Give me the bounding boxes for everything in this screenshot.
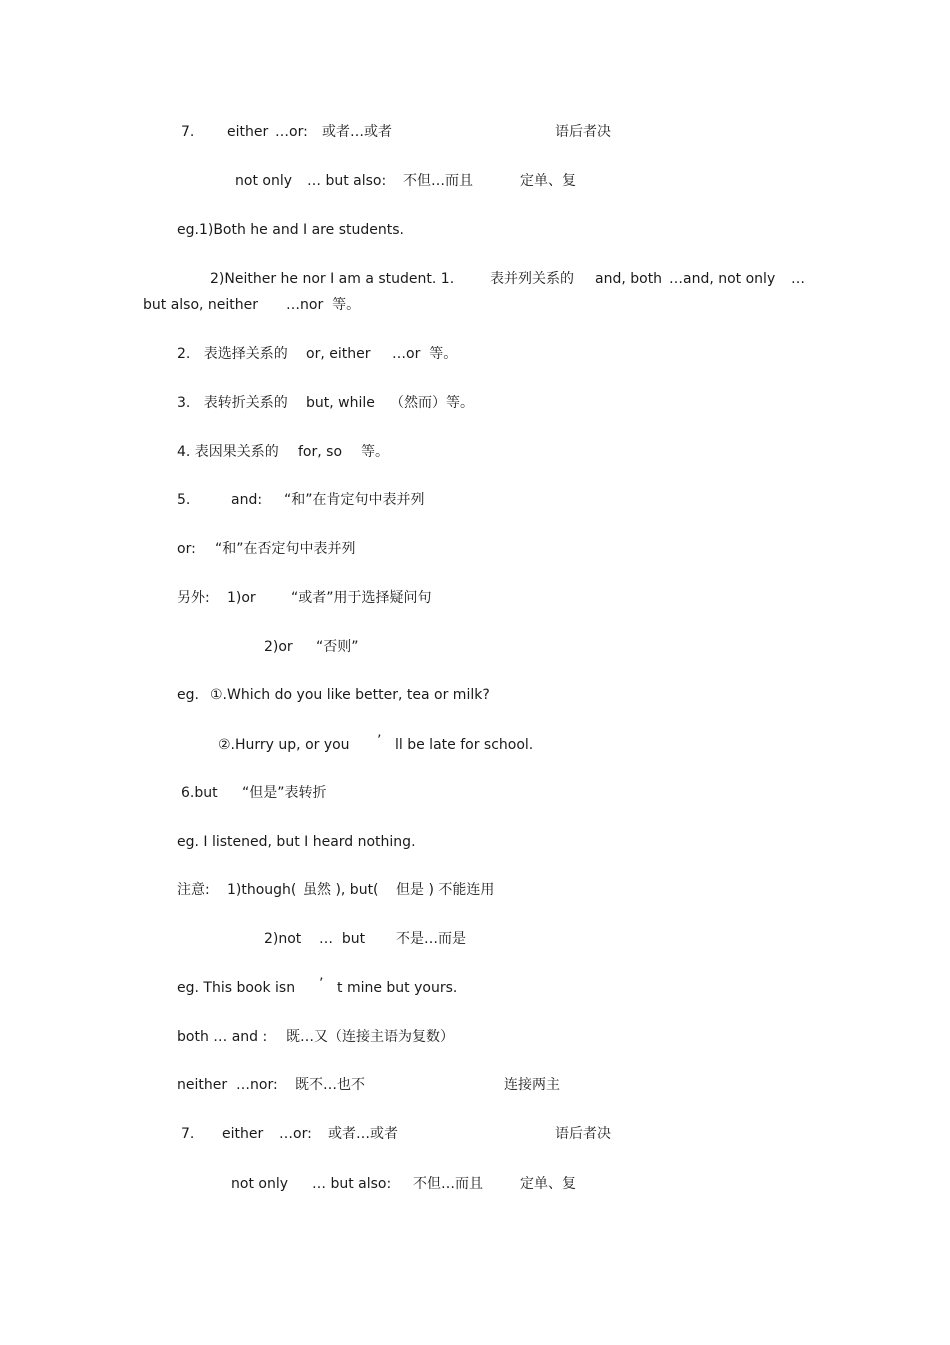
text-fragment: 另外: (177, 590, 210, 606)
text-fragment: 定单、复 (520, 173, 576, 189)
text-fragment: not only (235, 173, 292, 189)
text-fragment: 不但…而且 (413, 1176, 483, 1192)
text-fragment: “和”在否定句中表并列 (215, 541, 356, 557)
text-fragment: … but also: (312, 1176, 392, 1192)
text-fragment: “否则” (316, 639, 359, 655)
text-fragment: 等。 (361, 444, 389, 460)
text-fragment: “和”在肯定句中表并列 (284, 492, 425, 508)
text-fragment: 2)Neither he nor I am a student. 1. (210, 271, 455, 287)
text-fragment: 不但…而且 (403, 173, 473, 189)
text-fragment: 不是…而是 (396, 931, 466, 947)
text-fragment: （然而）等。 (390, 395, 474, 411)
text-fragment: … (791, 271, 805, 287)
text-fragment: t mine but yours. (337, 980, 458, 996)
text-fragment: 或者…或者 (328, 1126, 398, 1142)
text-fragment: for, so (298, 444, 343, 460)
text-fragment: not only (231, 1176, 288, 1192)
text-fragment: 2)not (264, 931, 302, 947)
text-fragment: 表并列关系的 (490, 271, 574, 287)
text-fragment: but, while (306, 395, 375, 411)
text-fragment: 1)though( (227, 882, 297, 898)
text-fragment: 连接两主 (504, 1077, 560, 1093)
text-fragment: 3. 表转折关系的 (177, 395, 288, 411)
text-fragment: …or: (279, 1126, 312, 1142)
example-line: eg. I listened, but I heard nothing. (177, 834, 416, 850)
text-fragment: 但是 ) 不能连用 (396, 882, 495, 898)
text-fragment: 6.but (181, 785, 218, 801)
item-number: 7. (181, 124, 195, 140)
text-fragment: 虽然 ), but( (303, 882, 379, 898)
text-fragment: 既不…也不 (295, 1077, 365, 1093)
item-number: 7. (181, 1126, 195, 1142)
text-fragment: 既…又（连接主语为复数） (286, 1029, 454, 1045)
text-fragment: …or: (275, 124, 308, 140)
text-fragment: either (222, 1126, 264, 1142)
text-fragment: both … and : (177, 1029, 268, 1045)
text-fragment: or: (177, 541, 196, 557)
example-line: ①.Which do you like better, tea or milk? (210, 687, 490, 703)
text-fragment: eg. This book isn (177, 980, 296, 996)
text-fragment: …nor 等。 (286, 297, 361, 313)
text-fragment: … but (319, 931, 366, 947)
text-fragment: …or 等。 (392, 346, 458, 362)
text-fragment: ②.Hurry up, or you (218, 737, 350, 753)
text-fragment: 或者…或者 (322, 124, 392, 140)
text-fragment: “或者”用于选择疑问句 (291, 590, 432, 606)
text-fragment: …and, not only (669, 271, 776, 287)
text-fragment: eg. (177, 687, 199, 703)
text-fragment: 语后者决 (555, 1126, 611, 1142)
text-fragment: but also, neither (143, 297, 259, 313)
text-fragment: ’ (319, 976, 324, 992)
text-fragment: “但是”表转折 (242, 785, 327, 801)
text-fragment: and, both (595, 271, 663, 287)
text-fragment: or, either (306, 346, 371, 362)
text-fragment: neither (177, 1077, 228, 1093)
text-fragment: 4. 表因果关系的 (177, 444, 279, 460)
text-fragment: either (227, 124, 269, 140)
text-fragment: …nor: (236, 1077, 278, 1093)
example-line: eg.1)Both he and I are students. (177, 222, 404, 238)
text-fragment: and: (231, 492, 263, 508)
text-fragment: ll be late for school. (395, 737, 534, 753)
text-fragment: 语后者决 (555, 124, 611, 140)
text-fragment: 2. 表选择关系的 (177, 346, 288, 362)
text-fragment: 1)or (227, 590, 256, 606)
text-fragment: 注意: (177, 882, 210, 898)
text-fragment: ’ (377, 733, 382, 749)
text-fragment: 定单、复 (520, 1176, 576, 1192)
text-fragment: … but also: (307, 173, 387, 189)
text-fragment: 2)or (264, 639, 293, 655)
item-number: 5. (177, 492, 191, 508)
